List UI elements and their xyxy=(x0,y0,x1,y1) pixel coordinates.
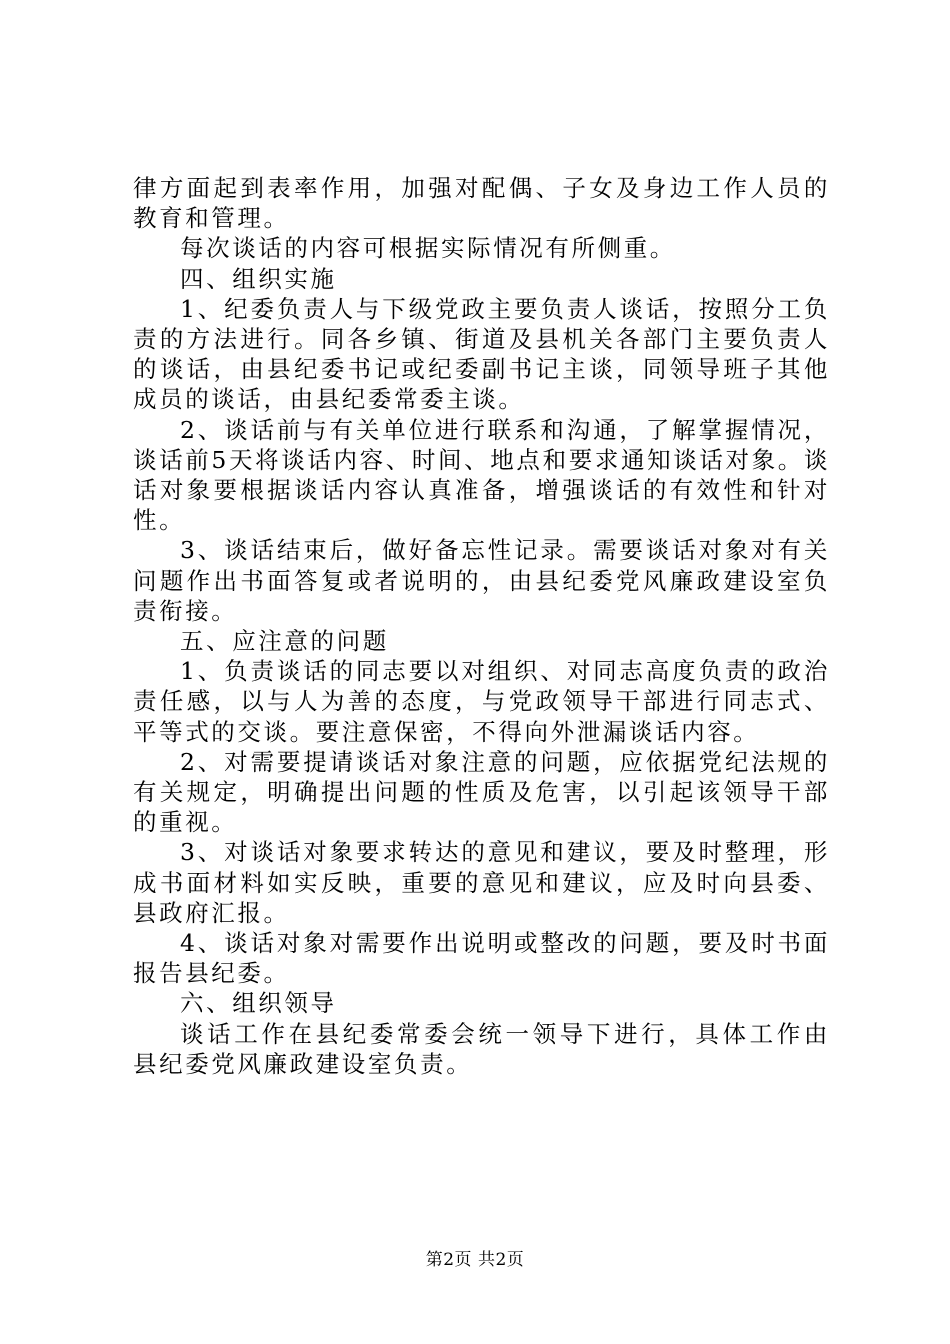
section-heading-leadership: 六、组织领导 xyxy=(180,989,337,1018)
paragraph: 3、对谈话对象要求转达的意见和建议，要及时整理，形成书面材料如实反映，重要的意见和建议，应及时向县委、县政府汇报。 xyxy=(133,838,830,927)
section-heading-notes: 五、应注意的问题 xyxy=(180,627,389,656)
paragraph: 每次谈话的内容可根据实际情况有所侧重。 xyxy=(180,234,676,263)
paragraph-continuation: 律方面起到表率作用，加强对配偶、子女及身边工作人员的教育和管理。 xyxy=(133,174,830,233)
paragraph: 2、谈话前与有关单位进行联系和沟通，了解掌握情况，谈话前5天将谈话内容、时间、地点和要求通知谈话对象。谈话对象要根据谈话内容认真准备，增强谈话的有效性和针对性。 xyxy=(133,415,830,535)
paragraph: 1、负责谈话的同志要以对组织、对同志高度负责的政治责任感，以与人为善的态度，与党政领导干部进行同志式、平等式的交谈。要注意保密，不得向外泄漏谈话内容。 xyxy=(133,657,830,746)
paragraph: 3、谈话结束后，做好备忘性记录。需要谈话对象对有关问题作出书面答复或者说明的，由县纪委党风廉政建设室负责衔接。 xyxy=(133,536,830,625)
paragraph: 2、对需要提请谈话对象注意的问题，应依据党纪法规的有关规定，明确提出问题的性质及危害，以引起该领导干部的重视。 xyxy=(133,747,830,837)
document-body xyxy=(133,173,830,1079)
section-heading-implementation: 四、组织实施 xyxy=(180,264,337,293)
paragraph: 4、谈话对象对需要作出说明或整改的问题，要及时书面报告县纪委。 xyxy=(133,929,830,988)
paragraph: 谈话工作在县纪委常委会统一领导下进行，具体工作由县纪委党风廉政建设室负责。 xyxy=(133,1019,830,1078)
paragraph: 1、纪委负责人与下级党政主要负责人谈话，按照分工负责的方法进行。同各乡镇、街道及县机关各部门主要负责人的谈话，由县纪委书记或纪委副书记主谈，同领导班子其他成员的谈话，由县纪委常委主谈。 xyxy=(133,294,830,414)
page-number-footer: 第2页 共2页 xyxy=(425,1250,525,1270)
